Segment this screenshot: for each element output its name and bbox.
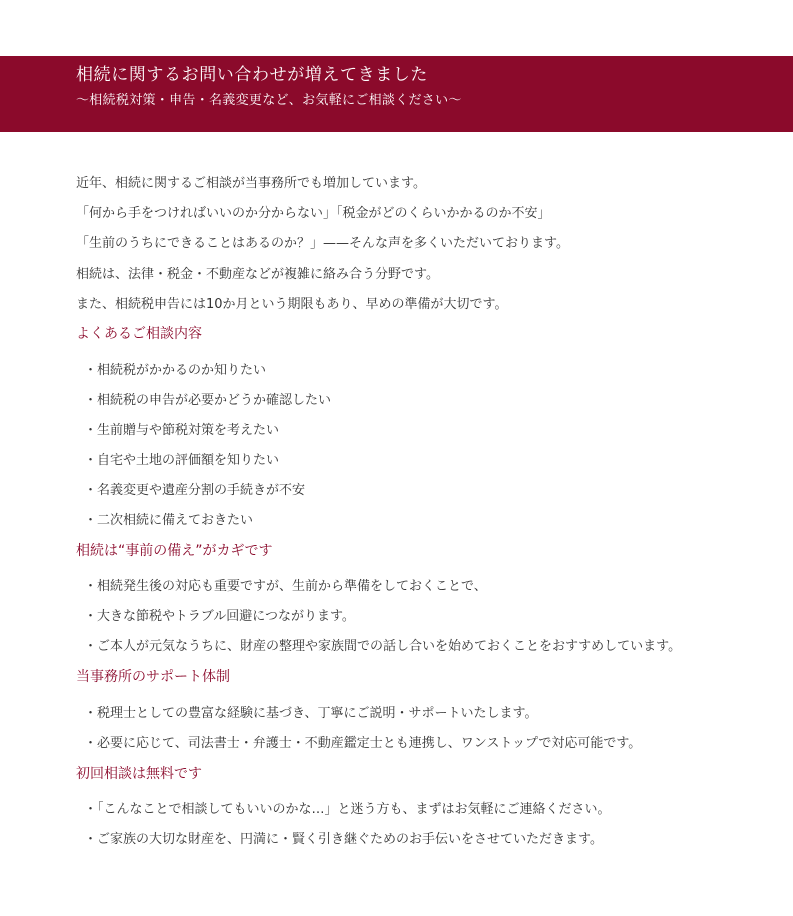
list-item: ・ご本人が元気なうちに、財産の整理や家族間での話し合いを始めておくことをおすすめしています。	[84, 639, 682, 654]
intro-line: また、相続税申告には10か月という期限もあり、早めの準備が大切です。	[76, 297, 508, 312]
section-heading-support-system: 当事務所のサポート体制	[76, 669, 230, 685]
list-item: ・「こんなことで相談してもいいのかな…」と迷う方も、まずはお気軽にご連絡ください。	[84, 802, 611, 817]
list-item: ・相続税の申告が必要かどうか確認したい	[84, 393, 332, 408]
section-heading-free-consultation: 初回相談は無料です	[76, 766, 202, 782]
list-item: ・生前贈与や節税対策を考えたい	[84, 423, 280, 438]
list-item: ・大きな節税やトラブル回避につながります。	[84, 609, 355, 624]
intro-line: 「生前のうちにできることはあるのか？」——そんな声を多くいただいております。	[76, 236, 569, 251]
list-item: ・相続発生後の対応も重要ですが、生前から準備をしておくことで、	[84, 579, 487, 594]
header-banner	[0, 56, 793, 132]
section-heading-common-consultations: よくあるご相談内容	[76, 326, 202, 342]
list-item: ・二次相続に備えておきたい	[84, 513, 254, 528]
section-heading-advance-preparation: 相続は“事前の備え”がカギです	[76, 543, 273, 559]
list-item: ・ご家族の大切な財産を、円満に・賢く引き継ぐためのお手伝いをさせていただきます。	[84, 832, 603, 847]
list-item: ・税理士としての豊富な経験に基づき、丁寧にご説明・サポートいたします。	[84, 706, 538, 721]
list-item: ・名義変更や遺産分割の手続きが不安	[84, 483, 306, 498]
intro-line: 相続は、法律・税金・不動産などが複雑に絡み合う分野です。	[76, 267, 439, 282]
list-item: ・相続税がかかるのか知りたい	[84, 363, 267, 378]
intro-line: 「何から手をつければいいのか分からない」「税金がどのくらいかかるのか不安」	[76, 206, 551, 221]
list-item: ・自宅や土地の評価額を知りたい	[84, 453, 280, 468]
list-item: ・必要に応じて、司法書士・弁護士・不動産鑑定士とも連携し、ワンストップで対応可能です。	[84, 736, 642, 751]
page-title: 相続に関するお問い合わせが増えてきました	[76, 65, 428, 85]
intro-line: 近年、相続に関するご相談が当事務所でも増加しています。	[76, 176, 426, 191]
page-subtitle: 〜相続税対策・申告・名義変更など、お気軽にご相談ください〜	[76, 93, 462, 108]
